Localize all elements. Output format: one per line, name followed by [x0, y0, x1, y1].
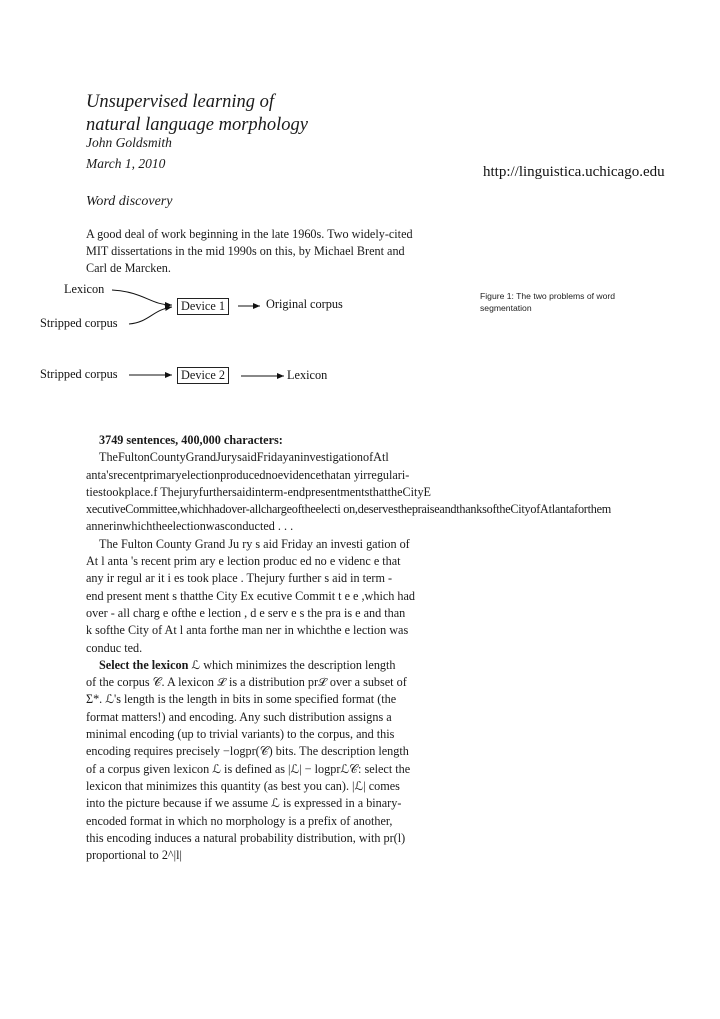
lexicon-line: encoded format in which no morphology is a prefix of another,	[86, 813, 393, 828]
caption-line: segmentation	[480, 302, 532, 313]
diagram1-output-label: Original corpus	[266, 297, 343, 311]
lexicon-lead: Select the lexicon	[99, 657, 189, 672]
title-line-1: Unsupervised learning of	[86, 92, 275, 112]
segmented-line: k softhe City of At l anta forthe man ner in whichthe e lection was	[86, 623, 409, 638]
intro-line: Carl de Marcken.	[86, 261, 171, 276]
corpus-heading: 3749 sentences, 400,000 characters:	[99, 433, 283, 447]
diagram2-stripped-corpus-label: Stripped corpus	[40, 367, 118, 381]
arrow-lexicon-to-device1	[112, 290, 172, 305]
diagram1-lexicon-label: Lexicon	[64, 282, 105, 296]
segmented-line: At l anta 's recent prim ary e lection produc ed no e videnc e that	[86, 554, 401, 569]
lexicon-line: this encoding induces a natural probability distribution, with pr(l)	[86, 830, 406, 845]
lexicon-line: proportional to 2^|l|	[86, 848, 182, 863]
intro-line: MIT dissertations in the mid 1990s on this, by Michael Brent and	[86, 244, 405, 259]
diagram2-output-label: Lexicon	[287, 368, 328, 382]
corpus-section	[86, 432, 611, 864]
lexicon-line: of the corpus 𝒞. A lexicon ℒ is a distribution prℒ over a subset of	[86, 675, 407, 690]
lexicon-line: minimal encoding (up to trivial variants) to the corpus, and this	[86, 727, 395, 742]
arrow-stripped-to-device1	[129, 307, 172, 324]
diagram1-stripped-corpus-label: Stripped corpus	[40, 316, 118, 330]
lexicon-line: Σ*. ℒ's length is the length in bits in some specified format (the	[86, 692, 397, 707]
unsegmented-line: TheFultonCountyGrandJurysaidFridayaninvestigationofAtl	[99, 450, 389, 465]
unsegmented-line: annerinwhichtheelectionwasconducted . . .	[86, 519, 294, 534]
segmented-line: conduc ted.	[86, 640, 143, 655]
segmented-line: any ir regul ar it i es took place . Thejury further s aid in term -	[86, 571, 393, 586]
lexicon-line: ℒ which minimizes the description length	[188, 657, 396, 672]
unsegmented-line: xecutiveCommittee,whichhadover-allchargeoftheelecti on,deservesthepraiseandthanksoftheCityofAtlantaforthem	[86, 502, 611, 517]
device-2-box: Device 2	[177, 367, 229, 384]
lexicon-paragraph-start	[86, 657, 446, 674]
lexicon-line: lexicon that minimizes this quantity (as best you can). |ℒ| comes	[86, 778, 400, 793]
unsegmented-line: tiestookplace.f Thejuryfurthersaidinterm-endpresentmentsthattheCityE	[86, 484, 431, 499]
lexicon-line: into the picture because if we assume ℒ is expressed in a binary-	[86, 796, 402, 811]
segmented-line: over - all charg e ofthe e lection , d e serv e s the pra is e and than	[86, 605, 406, 620]
date: March 1, 2010	[86, 156, 166, 171]
unsegmented-line: anta'srecentprimaryelectionproducednoevidencethatan yirregulari-	[86, 467, 410, 482]
lexicon-line: format matters!) and encoding. Any such distribution assigns a	[86, 709, 392, 724]
lexicon-line: encoding requires precisely −logpr(𝒞) bits. The description length	[86, 744, 409, 759]
diagram-arrows	[0, 0, 720, 420]
section-title: Word discovery	[86, 194, 173, 209]
lexicon-line: of a corpus given lexicon ℒ is defined as |ℒ| − logprℒ𝒞: select the	[86, 761, 411, 776]
intro-line: A good deal of work beginning in the late 1960s. Two widely-cited	[86, 227, 413, 241]
segmented-line: The Fulton County Grand Ju ry s aid Friday an investi gation of	[99, 536, 410, 551]
device-1-box: Device 1	[177, 298, 229, 315]
title-line-2: natural language morphology	[86, 115, 308, 135]
caption-line: Figure 1: The two problems of word	[480, 291, 616, 301]
author: John Goldsmith	[86, 135, 172, 150]
site-url[interactable]: http://linguistica.uchicago.edu	[483, 164, 665, 180]
segmented-line: end present ment s thatthe City Ex ecutive Commit t e e ,which had	[86, 588, 415, 603]
